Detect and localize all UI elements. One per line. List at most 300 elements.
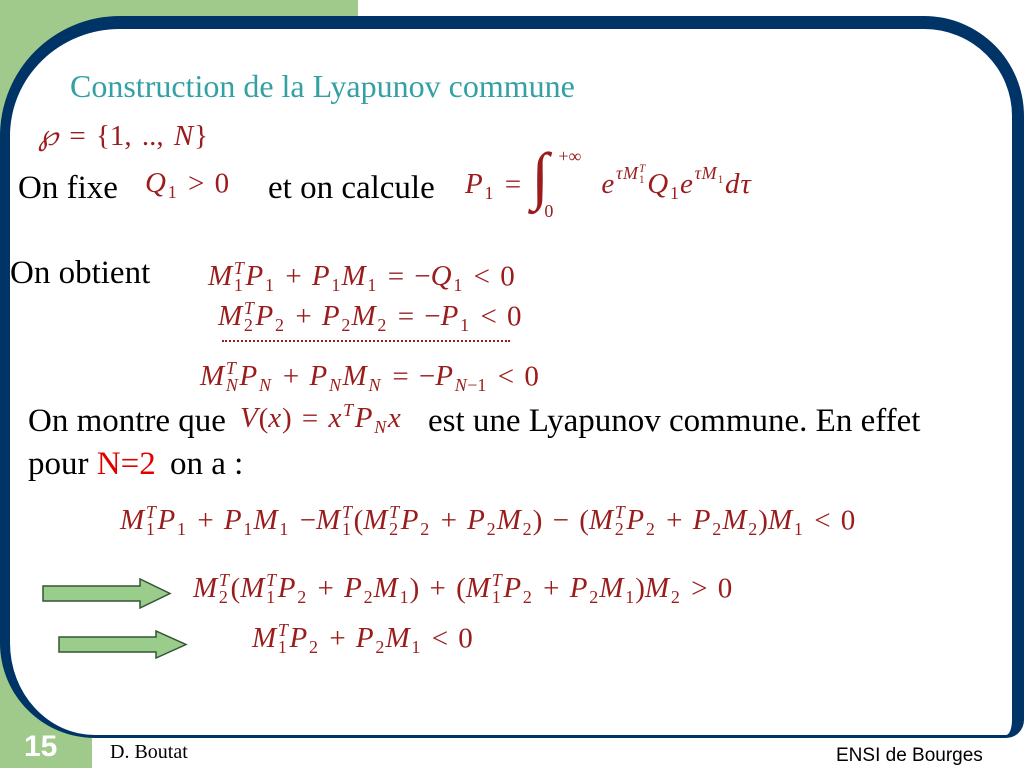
subscript bbox=[331, 277, 340, 294]
n2-intro-line bbox=[28, 448, 243, 481]
math-symbol bbox=[388, 402, 402, 434]
math-script-text: 2 bbox=[645, 519, 655, 540]
math-symbol bbox=[240, 570, 278, 608]
math-scripts bbox=[794, 504, 803, 538]
subscript bbox=[670, 185, 679, 202]
math-script-text: 2 bbox=[589, 587, 599, 608]
subscript bbox=[748, 521, 757, 538]
math-scripts bbox=[671, 572, 680, 606]
math-symbol bbox=[329, 402, 355, 434]
math-symbol bbox=[311, 260, 342, 296]
subscript bbox=[616, 185, 646, 202]
math-variable: e bbox=[680, 168, 693, 201]
math-symbol bbox=[601, 163, 647, 201]
subscript bbox=[377, 317, 386, 334]
math-script-text: N bbox=[374, 417, 387, 438]
integral-lower-limit: 0 bbox=[544, 201, 554, 222]
math-script-text: 1 bbox=[167, 182, 177, 203]
math-script-text: N bbox=[328, 375, 341, 396]
math-scripts bbox=[375, 622, 384, 656]
math-symbol bbox=[599, 572, 635, 608]
math-variable: P bbox=[311, 260, 330, 293]
math-variable: P bbox=[354, 402, 373, 435]
math-operator: −1 bbox=[467, 375, 487, 396]
math-variable: Q bbox=[145, 167, 166, 200]
subscript bbox=[794, 521, 803, 538]
math-scripts bbox=[523, 504, 532, 538]
subscript bbox=[671, 589, 680, 606]
math-script-text: 2 bbox=[670, 587, 680, 608]
math-script-text: 1 bbox=[669, 183, 679, 204]
math-variable: Q bbox=[647, 168, 669, 201]
math-operator: + bbox=[319, 622, 356, 655]
equation-p1-integral bbox=[465, 140, 752, 222]
subscript bbox=[341, 317, 350, 334]
math-symbol bbox=[289, 622, 320, 658]
math-scripts bbox=[243, 504, 252, 538]
math-symbol bbox=[400, 504, 431, 540]
math-variable: M bbox=[208, 260, 233, 293]
math-scripts bbox=[265, 260, 274, 294]
subscript bbox=[484, 185, 493, 202]
math-operator: + bbox=[187, 504, 224, 537]
math-variable: P bbox=[626, 504, 645, 537]
math-symbol bbox=[465, 570, 504, 608]
math-symbol bbox=[692, 504, 723, 540]
math-operator: > 0 bbox=[680, 572, 733, 605]
math-operator: > 0 bbox=[177, 167, 230, 200]
math-symbol bbox=[695, 163, 702, 183]
on-obtient-label: On obtient bbox=[10, 255, 151, 291]
math-operator: ) bbox=[635, 572, 645, 605]
math-variable: M bbox=[253, 504, 278, 537]
math-script-text: 2 bbox=[297, 587, 307, 608]
math-script-text: T bbox=[341, 502, 352, 522]
subscript bbox=[460, 317, 469, 334]
equation-implication-2 bbox=[252, 622, 473, 656]
math-symbol bbox=[277, 572, 308, 608]
math-operator: = − bbox=[377, 260, 431, 293]
math-script-text: T bbox=[614, 502, 625, 522]
implication-arrow-icon bbox=[58, 630, 188, 659]
math-scripts bbox=[484, 168, 493, 202]
subscript bbox=[523, 521, 532, 538]
math-variable: M bbox=[341, 260, 366, 293]
subscript bbox=[639, 175, 646, 186]
subscript bbox=[364, 589, 373, 606]
math-script-text: 1 bbox=[367, 275, 377, 296]
math-script-text: T bbox=[243, 298, 254, 318]
math-symbol bbox=[344, 572, 374, 608]
math-symbol bbox=[342, 360, 383, 396]
subscript bbox=[226, 377, 239, 394]
math-variable: P bbox=[277, 572, 296, 605]
subscript bbox=[275, 317, 284, 334]
math-scripts bbox=[420, 504, 429, 538]
math-script-text: T bbox=[277, 620, 288, 640]
equation-implication-1 bbox=[193, 572, 732, 606]
math-scripts bbox=[625, 572, 634, 606]
math-operator: < 0 bbox=[470, 300, 522, 333]
integral-sign: ∫ bbox=[531, 140, 549, 212]
subscript bbox=[343, 419, 354, 436]
math-symbol bbox=[430, 260, 464, 296]
math-scripts bbox=[226, 360, 239, 394]
math-variable: M bbox=[588, 504, 614, 537]
math-script-text: 2 bbox=[486, 519, 496, 540]
math-scripts bbox=[297, 572, 306, 606]
n-equals-2-highlight: N=2 bbox=[96, 446, 156, 482]
math-operator: ( bbox=[230, 572, 241, 605]
math-scripts bbox=[639, 164, 646, 185]
math-symbol bbox=[647, 168, 680, 204]
math-symbol bbox=[626, 504, 656, 540]
equation-lyapunov-n bbox=[200, 360, 539, 394]
math-symbol bbox=[208, 258, 246, 296]
math-symbol bbox=[253, 504, 289, 540]
subscript bbox=[243, 521, 252, 538]
math-operator: ( bbox=[353, 504, 364, 537]
math-scripts bbox=[377, 300, 386, 334]
subscript bbox=[234, 277, 245, 294]
math-variable: P bbox=[435, 360, 454, 393]
math-variable: M bbox=[722, 504, 747, 537]
math-script-text: N bbox=[225, 375, 238, 396]
math-script-text: 1 bbox=[243, 519, 253, 540]
math-variable: M bbox=[767, 504, 793, 537]
math-script-text: T bbox=[389, 502, 400, 522]
superscript bbox=[695, 164, 724, 185]
math-variable: Q bbox=[430, 260, 452, 293]
math-symbol bbox=[309, 360, 342, 396]
math-script-text: 1 bbox=[453, 275, 463, 296]
math-symbol bbox=[496, 504, 533, 540]
subscript bbox=[368, 377, 381, 394]
footer-institution: ENSI de Bourges bbox=[836, 745, 983, 766]
subscript bbox=[329, 377, 342, 394]
math-symbol bbox=[239, 360, 273, 396]
math-operator: ) = bbox=[281, 402, 329, 435]
equation-lyapunov-1 bbox=[208, 260, 515, 294]
equation-q1-positive bbox=[145, 167, 229, 201]
math-scripts bbox=[331, 260, 340, 294]
math-variable: P bbox=[309, 360, 328, 393]
subscript bbox=[523, 589, 532, 606]
math-variable: M bbox=[120, 504, 145, 537]
math-symbol bbox=[622, 163, 646, 186]
math-scripts bbox=[487, 504, 496, 538]
subscript bbox=[374, 419, 387, 436]
superscript bbox=[343, 402, 354, 419]
subscript bbox=[718, 175, 724, 186]
math-variable: P bbox=[289, 622, 308, 655]
math-operator: ( bbox=[258, 402, 269, 435]
subscript bbox=[297, 589, 306, 606]
math-symbol bbox=[455, 375, 468, 395]
math-variable: P bbox=[692, 504, 711, 537]
subscript bbox=[455, 377, 487, 394]
math-operator: + bbox=[275, 260, 312, 293]
math-symbol bbox=[767, 504, 804, 540]
math-variable: M bbox=[701, 163, 717, 184]
pour-label: pour bbox=[28, 446, 89, 482]
math-operator: < 0 bbox=[463, 260, 515, 293]
math-script-text: T bbox=[343, 400, 354, 420]
math-operator: + bbox=[272, 360, 310, 393]
math-scripts bbox=[234, 260, 245, 294]
slide-number: 15 bbox=[24, 730, 58, 763]
math-operator: } bbox=[194, 120, 208, 152]
math-symbol bbox=[435, 360, 487, 396]
math-script-text: 1 bbox=[399, 587, 409, 608]
math-scripts bbox=[712, 504, 721, 538]
equation-lyapunov-2 bbox=[218, 300, 522, 334]
math-variable: M bbox=[622, 163, 638, 184]
math-symbol bbox=[465, 168, 495, 204]
math-script-text: N bbox=[368, 375, 381, 396]
math-variable: M bbox=[240, 572, 265, 605]
math-variable: P bbox=[465, 168, 483, 201]
math-script-text: T bbox=[639, 163, 646, 175]
math-variable: P bbox=[569, 572, 588, 605]
equation-lyapunov-function bbox=[240, 402, 402, 436]
math-symbol bbox=[252, 620, 290, 658]
math-variable: ℘ bbox=[38, 120, 59, 152]
subscript bbox=[266, 589, 277, 606]
math-operator: ) − ( bbox=[532, 504, 589, 537]
math-variable: M bbox=[465, 572, 490, 605]
math-symbol bbox=[701, 163, 724, 186]
math-operator: + bbox=[655, 504, 693, 537]
math-scripts bbox=[168, 167, 177, 201]
math-variable: P bbox=[503, 572, 522, 605]
math-variable: M bbox=[599, 572, 624, 605]
math-variable: P bbox=[255, 300, 274, 333]
math-symbol bbox=[120, 502, 158, 540]
math-scripts bbox=[342, 504, 353, 538]
math-symbol bbox=[354, 402, 388, 438]
subscript bbox=[146, 521, 157, 538]
subscript bbox=[219, 589, 230, 606]
implication-arrow-icon bbox=[42, 578, 172, 609]
math-symbol bbox=[157, 504, 188, 540]
math-symbol bbox=[218, 298, 256, 336]
math-operator: + bbox=[430, 504, 468, 537]
subscript bbox=[615, 521, 626, 538]
math-scripts bbox=[389, 504, 400, 538]
math-script-text: 1 bbox=[265, 275, 274, 296]
math-script-text: 2 bbox=[614, 519, 624, 540]
math-script-text: 1 bbox=[411, 637, 421, 658]
math-symbol bbox=[193, 570, 231, 608]
subscript bbox=[265, 277, 274, 294]
math-script-text: 2 bbox=[522, 587, 532, 608]
math-variable: M bbox=[351, 300, 376, 333]
math-script-text: 1 bbox=[625, 587, 635, 608]
lyapunov-claim-text: est une Lyapunov commune. En effet bbox=[428, 403, 921, 439]
subscript bbox=[453, 277, 462, 294]
subscript bbox=[625, 589, 634, 606]
math-scripts bbox=[523, 572, 532, 606]
math-symbol bbox=[200, 358, 240, 396]
math-variable: M bbox=[218, 300, 243, 333]
math-symbol bbox=[440, 300, 471, 336]
math-scripts bbox=[343, 402, 354, 436]
math-script-text: 1 bbox=[145, 519, 155, 540]
math-variable: τ bbox=[616, 163, 623, 184]
math-operator: + bbox=[285, 300, 322, 333]
subscript bbox=[420, 521, 429, 538]
math-symbol bbox=[503, 572, 533, 608]
math-scripts bbox=[278, 622, 289, 656]
math-scripts bbox=[341, 300, 350, 334]
subscript bbox=[487, 521, 496, 538]
math-variable: P bbox=[344, 572, 362, 605]
math-variable: e bbox=[601, 168, 615, 201]
math-variable: M bbox=[200, 360, 225, 393]
math-scripts bbox=[646, 504, 655, 538]
on-fixe-label: On fixe bbox=[18, 170, 118, 206]
math-symbol bbox=[223, 504, 254, 540]
math-scripts bbox=[589, 572, 598, 606]
math-script-text: 1 bbox=[177, 519, 186, 540]
math-script-text: T bbox=[491, 570, 502, 590]
subscript bbox=[177, 521, 186, 538]
math-symbol bbox=[725, 168, 740, 200]
subscript bbox=[589, 589, 598, 606]
math-scripts bbox=[244, 300, 255, 334]
math-variable: M bbox=[342, 360, 367, 393]
math-scripts bbox=[492, 572, 503, 606]
math-script-text: T bbox=[266, 570, 277, 590]
superscript bbox=[616, 164, 646, 185]
math-script-text: 2 bbox=[420, 519, 430, 540]
math-variable: P bbox=[239, 360, 258, 393]
math-scripts bbox=[718, 164, 724, 185]
math-scripts bbox=[453, 260, 462, 294]
math-symbol bbox=[351, 300, 387, 336]
math-scripts bbox=[460, 300, 469, 334]
math-symbol bbox=[722, 504, 758, 540]
math-scripts bbox=[177, 504, 186, 538]
math-operator: = − bbox=[387, 300, 441, 333]
math-scripts bbox=[367, 260, 376, 294]
math-symbol bbox=[240, 402, 259, 434]
subscript bbox=[389, 521, 400, 538]
math-symbol bbox=[174, 120, 194, 152]
subscript bbox=[646, 521, 655, 538]
math-script-text: 1 bbox=[639, 173, 645, 186]
math-symbol bbox=[316, 502, 354, 540]
math-operator: < 0 bbox=[421, 622, 473, 655]
math-script-text: 2 bbox=[389, 519, 399, 540]
math-scripts bbox=[400, 572, 409, 606]
math-variable: V bbox=[240, 402, 258, 435]
subscript bbox=[400, 589, 409, 606]
math-script-text: 2 bbox=[218, 587, 228, 608]
math-symbol bbox=[467, 504, 497, 540]
math-scripts bbox=[309, 622, 318, 656]
math-symbol bbox=[321, 300, 352, 336]
math-scripts bbox=[219, 572, 230, 606]
math-operator: = − bbox=[382, 360, 436, 393]
math-operator: = bbox=[494, 168, 532, 201]
math-scripts bbox=[368, 360, 381, 394]
math-scripts bbox=[275, 300, 284, 334]
math-symbol bbox=[680, 163, 725, 201]
subscript bbox=[278, 639, 289, 656]
math-script-text: 2 bbox=[341, 315, 351, 336]
math-script-text: T bbox=[225, 358, 236, 378]
math-variable: N bbox=[173, 120, 194, 152]
math-script-text: 1 bbox=[266, 587, 276, 608]
math-variable: M bbox=[385, 622, 410, 655]
math-symbol bbox=[363, 502, 401, 540]
math-variable: M bbox=[252, 622, 277, 655]
math-script-text: 2 bbox=[243, 315, 253, 336]
math-script-text: 2 bbox=[309, 637, 318, 658]
math-scripts bbox=[615, 504, 626, 538]
math-variable: M bbox=[193, 572, 218, 605]
math-script-text: 2 bbox=[712, 519, 722, 540]
math-script-text: T bbox=[145, 502, 156, 522]
math-operator: = {1, .., bbox=[59, 120, 174, 152]
integral bbox=[531, 140, 599, 222]
on-a-label: on a : bbox=[169, 446, 244, 482]
math-script-text: 2 bbox=[375, 637, 385, 658]
math-variable: M bbox=[316, 504, 341, 537]
math-scripts bbox=[259, 360, 272, 394]
subscript bbox=[411, 639, 420, 656]
math-scripts bbox=[616, 164, 646, 202]
math-operator: + bbox=[307, 572, 345, 605]
math-variable: P bbox=[223, 504, 242, 537]
math-variable: d bbox=[724, 168, 740, 201]
math-symbol bbox=[145, 167, 178, 203]
math-variable: x bbox=[328, 402, 342, 435]
math-script-text: 1 bbox=[460, 315, 470, 336]
math-operator: ) + ( bbox=[409, 572, 466, 605]
math-scripts bbox=[695, 164, 724, 202]
math-scripts bbox=[411, 622, 420, 656]
ellipsis-dotted-line bbox=[222, 340, 510, 342]
math-script-text: 2 bbox=[275, 315, 284, 336]
subscript bbox=[695, 185, 724, 202]
math-script-text: 1 bbox=[491, 587, 501, 608]
math-symbol bbox=[245, 260, 276, 296]
math-scripts bbox=[146, 504, 157, 538]
subscript bbox=[492, 589, 503, 606]
math-scripts bbox=[748, 504, 757, 538]
math-variable: P bbox=[321, 300, 340, 333]
math-variable: M bbox=[373, 572, 398, 605]
math-variable: x bbox=[268, 402, 282, 435]
subscript bbox=[259, 377, 272, 394]
math-script-text: 1 bbox=[793, 519, 803, 540]
math-variable: P bbox=[440, 300, 459, 333]
math-symbol bbox=[38, 120, 59, 152]
math-script-text: 2 bbox=[522, 519, 532, 540]
math-variable: τ bbox=[740, 168, 751, 201]
subscript bbox=[279, 521, 288, 538]
subscript bbox=[309, 639, 318, 656]
et-on-calcule-label: et on calcule bbox=[268, 170, 435, 206]
math-script-text: 2 bbox=[363, 587, 373, 608]
math-script-text: 2 bbox=[377, 315, 387, 336]
math-scripts bbox=[455, 360, 487, 394]
math-operator: ) bbox=[758, 504, 768, 537]
math-scripts bbox=[374, 402, 387, 436]
